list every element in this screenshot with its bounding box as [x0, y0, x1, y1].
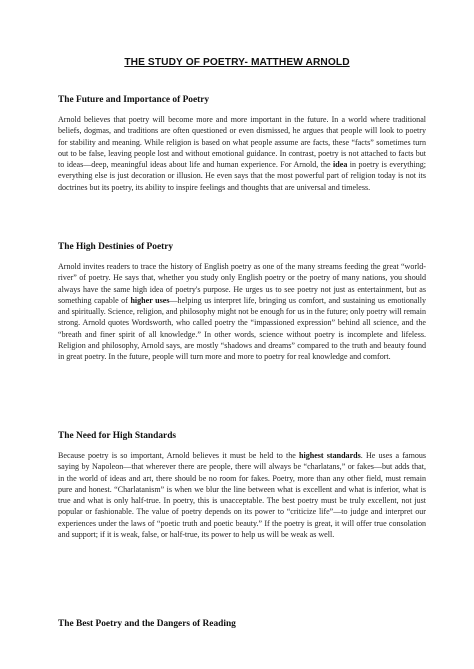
section-high-destinies [58, 241, 426, 362]
emphasis-text: idea [333, 160, 348, 169]
paragraph-text: Arnold believes that poetry will become more and more important in the future. In a world where traditional beliefs, dogmas, and traditions are often questioned or even dismissed, he argues that people will look to poetry for stability and meaning. While religion is based on what people assume are facts, these “facts” sometimes turn out to be false, leaving people lost and without emotional guidance. In contrast, poetry is not attached to facts but to ideas—deep, meaningful ideas about life and human experience. For Arnold, the [58, 115, 426, 169]
document-title: THE STUDY OF POETRY- MATTHEW ARNOLD [124, 57, 350, 68]
emphasis-text: higher uses [130, 295, 170, 305]
section-paragraph [58, 450, 426, 540]
emphasis-text: highest standards [298, 451, 361, 460]
section-best-poetry [58, 618, 426, 638]
section-paragraph [58, 261, 426, 362]
section-heading: The Need for High Standards [58, 431, 177, 441]
section-high-standards [58, 430, 426, 540]
paragraph-text: —helping us interpret life, bringing us comfort, and sustaining us emotionally and spiritually. Science, religion, and philosophy might not be enough for us in the future; only poetry will remain strong. Arnold quotes Wordsworth, who called poetry the “impassioned expression” behind all science, and the “breath and finer spirit of all knowledge.” In other words, science without poetry is incomplete and lifeless. Religion and philosophy, Arnold says, are mostly “shadows and dreams” compared to the truth and beauty found in great poetry. In the future, people will turn more and more to poetry for real knowledge and comfort. [58, 295, 427, 361]
section-paragraph [58, 114, 426, 193]
paragraph-text: . He uses a famous saying by Napoleon—that wherever there are people, there will always be “charlatans,” or fakes—but adds that, in the world of ideas and art, there should be no room for fakes. Poetry, more than any other field, must remain pure and honest. “Charlatanism” is when we blur the line between what is excellent and what is inferior, what is true and what is only half-true. In poetry, this is unacceptable. The best poetry must be truly excellent, not just popular or fashionable. The value of poetry depends on its power to “criticize life”—to judge and interpret our experiences under the laws of “poetic truth and poetic beauty.” If the poetry is great, it will offer true consolation and support; if it is weak, false, or half-true, its power to help us will be weak as well. [58, 451, 427, 539]
paragraph-text: Because poetry is so important, Arnold believes it must be held to the [58, 451, 299, 460]
paragraph-text: Arnold invites readers to trace the history of English poetry as one of the many streams feeding the great “world-river” of poetry. He says that, whether you study only English poetry or the poetry of many nations, you should always have the same high idea of poetry's purpose. He urges us to see poetry not just as entertainment, but as something capable of [58, 262, 426, 305]
paragraph-text: in poetry is everything; everything else is just decoration or illusion. He even says that the most powerful part of religion today is not its doctrines but its poetry, its ability to inspire feelings and thoughts that are universal and timeless. [58, 160, 426, 192]
section-future-importance [58, 94, 426, 193]
section-heading: The High Destinies of Poetry [58, 242, 174, 252]
section-heading: The Best Poetry and the Dangers of Reading [58, 619, 236, 629]
section-heading: The Future and Importance of Poetry [58, 95, 210, 105]
